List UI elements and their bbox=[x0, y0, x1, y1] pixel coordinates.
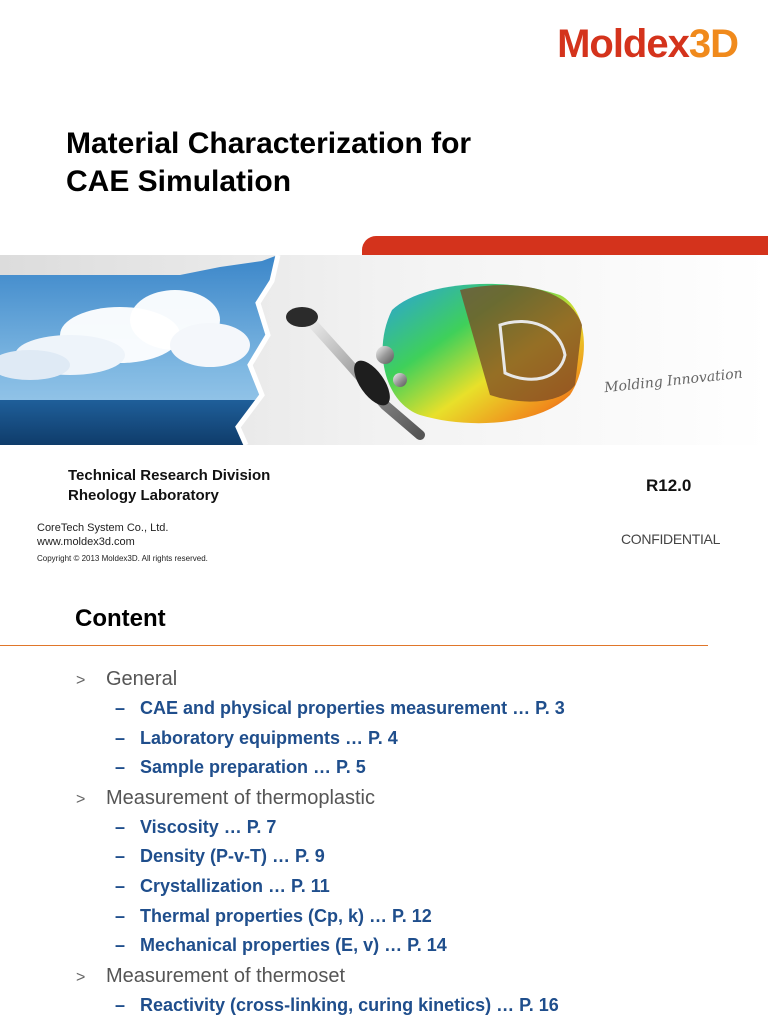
toc-section-general bbox=[0, 664, 768, 694]
company-website: www.moldex3d.com bbox=[37, 536, 135, 548]
slide-title bbox=[66, 125, 666, 201]
dash-icon: – bbox=[115, 875, 126, 896]
section-arrow-icon: > bbox=[76, 968, 86, 986]
content-heading: Content bbox=[75, 605, 166, 632]
dash-icon: – bbox=[115, 727, 126, 748]
toc-item[interactable] bbox=[0, 842, 768, 872]
toc-item-label: Crystallization … P. 11 bbox=[140, 875, 330, 896]
company-name: CoreTech System Co., Ltd. bbox=[37, 522, 169, 534]
toc-item-label: CAE and physical properties measurement … P. 3 bbox=[140, 698, 565, 718]
dash-icon: – bbox=[115, 846, 126, 867]
moldex3d-logo bbox=[557, 22, 738, 67]
toc-item-label: Viscosity … P. 7 bbox=[140, 816, 277, 837]
dash-icon: – bbox=[115, 698, 126, 718]
toc-item[interactable] bbox=[0, 813, 768, 843]
dash-icon: – bbox=[115, 905, 126, 926]
dash-icon: – bbox=[115, 994, 126, 1015]
dash-icon: – bbox=[115, 935, 126, 956]
logo-accent: 3D bbox=[688, 22, 738, 66]
toc-item[interactable] bbox=[0, 753, 768, 783]
dash-icon: – bbox=[115, 757, 126, 778]
accent-bar bbox=[362, 236, 768, 256]
toc-item[interactable] bbox=[0, 694, 768, 724]
slide-title-line1: Material Characterization for bbox=[66, 127, 472, 160]
toc-item-label: Reactivity (cross-linking, curing kinetics) … P. 16 bbox=[140, 994, 559, 1015]
toc-item-label: Mechanical properties (E, v) … P. 14 bbox=[140, 935, 447, 956]
banner-tagline: Molding Innovation bbox=[603, 365, 744, 397]
department-block bbox=[68, 466, 270, 506]
slide-title-line2: CAE Simulation bbox=[66, 165, 292, 198]
confidential-label: CONFIDENTIAL bbox=[621, 531, 721, 547]
toc-item-label: Density (P-v-T) … P. 9 bbox=[140, 846, 325, 867]
toc-item[interactable] bbox=[0, 991, 768, 1021]
section-label: General bbox=[106, 668, 178, 690]
toc-item[interactable] bbox=[0, 872, 768, 902]
toc-item-label: Thermal properties (Cp, k) … P. 12 bbox=[140, 905, 432, 926]
toc-section-thermoset bbox=[0, 961, 768, 991]
lab-label: Rheology Laboratory bbox=[68, 487, 219, 504]
heading-divider bbox=[0, 645, 708, 646]
dash-icon: – bbox=[115, 816, 126, 837]
section-arrow-icon: > bbox=[76, 790, 86, 808]
logo-main: Moldex bbox=[557, 22, 689, 66]
copyright-notice: Copyright © 2013 Moldex3D. All rights reserved. bbox=[37, 554, 208, 563]
toc-item[interactable] bbox=[0, 902, 768, 932]
toc-item[interactable] bbox=[0, 724, 768, 754]
toc-item-label: Sample preparation … P. 5 bbox=[140, 757, 366, 778]
toc-item[interactable] bbox=[0, 931, 768, 961]
division-label: Technical Research Division bbox=[68, 467, 271, 484]
toc-item-label: Laboratory equipments … P. 4 bbox=[140, 727, 398, 748]
section-arrow-icon: > bbox=[76, 672, 86, 689]
company-block bbox=[37, 521, 168, 549]
section-label: Measurement of thermoset bbox=[106, 964, 345, 987]
version-label: R12.0 bbox=[646, 476, 692, 495]
toc-section-thermoplastic bbox=[0, 783, 768, 813]
section-label: Measurement of thermoplastic bbox=[106, 786, 376, 809]
banner-image bbox=[0, 255, 768, 445]
table-of-contents bbox=[0, 664, 768, 1020]
